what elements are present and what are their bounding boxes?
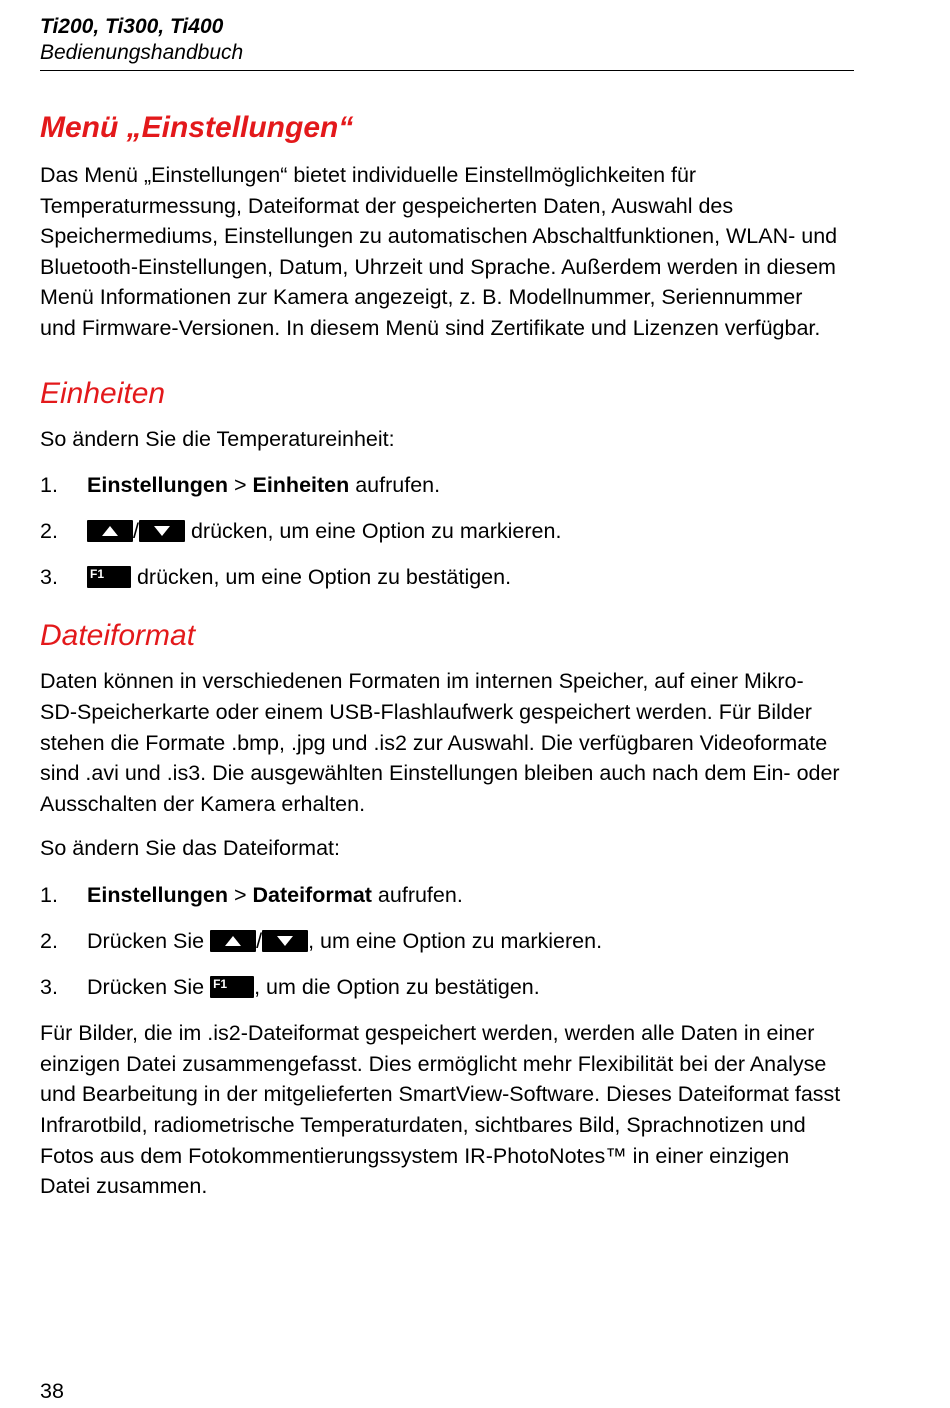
page-header xyxy=(40,14,854,71)
units-step-2: 2. / drücken, um eine Option zu markieren. xyxy=(40,519,562,544)
fileformat-paragraph-2: Für Bilder, die im .is2-Dateiformat gespeichert werden, werden alle Daten in einer einzigen Datei zusammengefasst. Dies ermöglicht mehr Flexibilität bei der Analyse und Bearbeitung in der mitgelieferten SmartView-Software. Dieses Dateiformat fasst Infrarotbild, radiometrische Temperaturdaten, sichtbares Bild, Sprachnotizen und Fotos aus dem Fotokommentierungssystem IR-PhotoNotes™ in einer einzigen Datei zusammen. xyxy=(40,1021,841,1199)
menu-einstellungen: Einstellungen xyxy=(87,883,228,907)
header-subtitle: Bedienungshandbuch xyxy=(40,41,244,64)
units-title: Einheiten xyxy=(40,376,166,410)
fileformat-step-1: 1. Einstellungen > Dateiformat aufrufen. xyxy=(40,883,463,907)
units-lead: So ändern Sie die Temperatureinheit: xyxy=(40,426,395,451)
page-number: 38 xyxy=(40,1379,64,1403)
fileformat-paragraph-1: Daten können in verschiedenen Formaten im internen Speicher, auf einer Mikro-SD-Speicherkarte oder einem USB-Flashlaufwerk gespeichert werden. Für Bilder stehen die Formate .bmp, .jpg und .is2 zur Auswahl. Die verfügbaren Videoformate sind .avi und .is3. Die ausgewählten Einstellungen bleiben auch nach dem Ein- oder Ausschalten der Kamera erhalten. xyxy=(40,669,840,816)
menu-dateiformat: Dateiformat xyxy=(252,883,372,907)
arrow-down-icon xyxy=(262,930,308,952)
fileformat-step-2: 2. Drücken Sie / , um eine Option zu markieren. xyxy=(40,929,603,954)
header-rule xyxy=(40,70,854,71)
units-step-1: 1. Einstellungen > Einheiten aufrufen. xyxy=(40,473,441,498)
arrow-up-icon xyxy=(210,930,256,952)
menu-einstellungen: Einstellungen xyxy=(87,473,228,498)
arrow-up-icon xyxy=(87,520,133,542)
units-step-3: 3. F1 drücken, um eine Option zu bestätigen. xyxy=(40,565,512,590)
units-steps xyxy=(40,470,860,593)
fileformat-steps xyxy=(40,880,860,1003)
section-title: Menü „Einstellungen“ xyxy=(40,111,354,144)
fileformat-lead: So ändern Sie das Dateiformat: xyxy=(40,836,340,861)
section-intro: Das Menü „Einstellungen“ bietet individuelle Einstellmöglichkeiten für Temperaturmessung, Dateiformat der gespeicherten Daten, Auswahl des Speichermediums, Einstellungen zu automatischen Abschaltfunktionen, WLAN- und Bluetooth-Einstellungen, Datum, Uhrzeit und Sprache. Außerdem werden in diesem Menü Informationen zur Kamera angezeigt, z. B. Modellnummer, Seriennummer und Firmware-Versionen. In diesem Menü sind Zertifikate und Lizenzen verfügbar. xyxy=(40,163,838,340)
fileformat-step-3: 3. Drücken Sie F1 , um die Option zu bestätigen. xyxy=(40,975,540,1000)
page-content xyxy=(40,106,860,1202)
arrow-down-icon xyxy=(139,520,185,542)
f1-key-icon: F1 xyxy=(87,566,131,588)
menu-einheiten: Einheiten xyxy=(252,473,350,498)
header-model: Ti200, Ti300, Ti400 xyxy=(40,15,224,38)
f1-key-icon: F1 xyxy=(210,976,254,998)
fileformat-title: Dateiformat xyxy=(40,619,196,653)
